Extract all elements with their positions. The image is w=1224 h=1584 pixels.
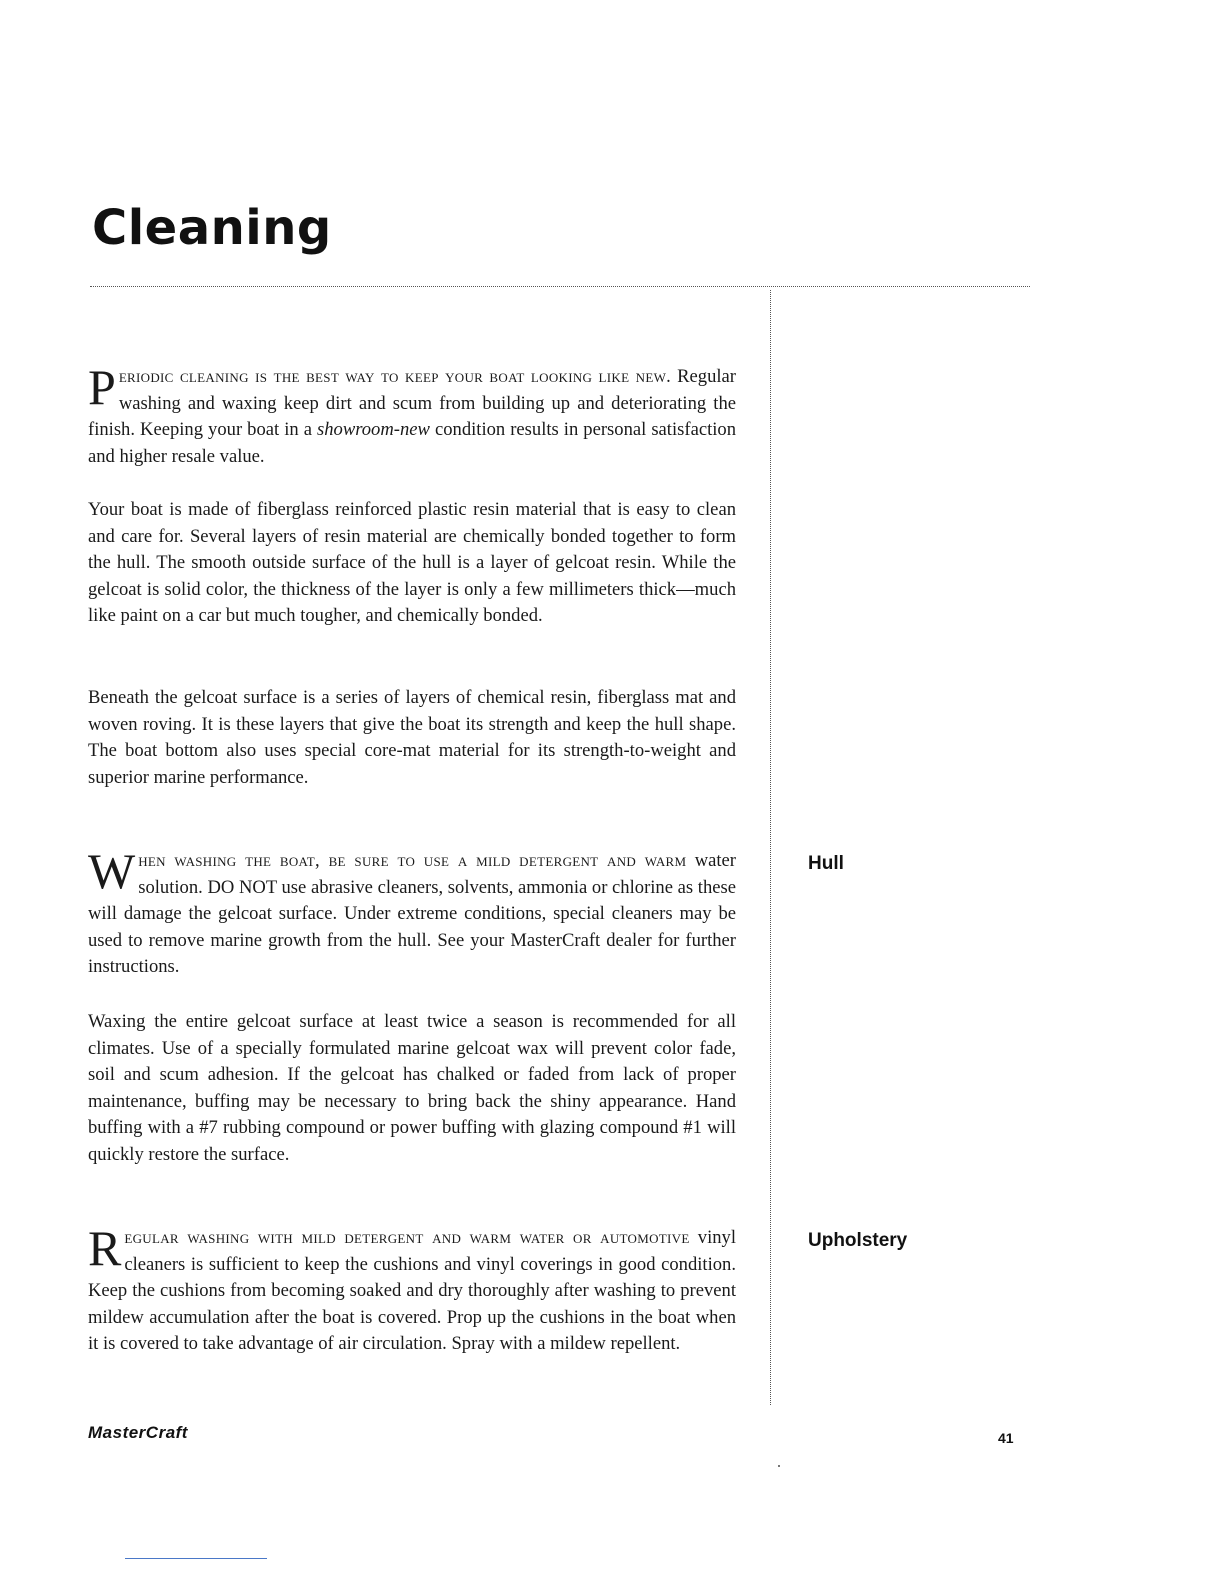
column-divider: [770, 290, 771, 1405]
intro-text-end: condition results in personal satisfaction and higher resale value.: [88, 419, 736, 467]
page-title: Cleaning: [92, 200, 332, 256]
dropcap: P: [88, 359, 116, 415]
scan-artifact-line: [125, 1558, 267, 1559]
footer-brand-logo: MasterCraft: [88, 1423, 188, 1442]
scan-speck: [778, 1465, 780, 1467]
fiberglass-paragraph: Your boat is made of fiberglass reinforced plastic resin material that is easy to clean and care for. Several layers of resin material are chemically bonded together to form the hull. The smooth outside surface of the hull is a layer of gelcoat resin. While the gelcoat is solid color, the thickness of the layer is only a few millimeters thick—much like paint on a car but much tougher, and chemically bonded.: [88, 499, 736, 626]
intro-paragraph: [88, 359, 736, 470]
dropcap: W: [88, 843, 136, 899]
page-number: 41: [998, 1430, 1014, 1446]
upholstery-heading: Upholstery: [808, 1230, 908, 1251]
upholstery-paragraph: [88, 1220, 737, 1358]
intro-text: Regular washing and waxing keep dirt and scum from building up and deteriorating the finish. Keeping your boat in a: [88, 366, 736, 440]
hull-paragraph: [88, 843, 736, 981]
emphasis-text: showroom-new: [316, 419, 430, 440]
hull-text: water solution. DO NOT use abrasive cleaners, solvents, ammonia or chlorine as these will damage the gelcoat surface. Under extreme conditions, special cleaners may be used to remove marine growth from the hull. See your MasterCraft dealer for further instructions.: [88, 850, 736, 977]
lead-in: hen washing the boat, be sure to use a mild detergent and warm: [138, 850, 687, 871]
lead-in: eriodic cleaning is the best way to keep your boat looking like new.: [118, 366, 672, 387]
waxing-paragraph: Waxing the entire gelcoat surface at least twice a season is recommended for all climates. Use of a specially formulated marine gelcoat wax will prevent color fade, soil and scum adhesion. If the gelcoat has chalked or faded from lack of proper maintenance, buffing may be necessary to bring back the shiny appearance. Hand buffing with a #7 rubbing compound or power buffing with glazing compound #1 will quickly restore the surface.: [88, 1011, 736, 1165]
dropcap: R: [88, 1220, 122, 1276]
title-divider: [90, 286, 1030, 287]
gelcoat-paragraph: Beneath the gelcoat surface is a series of layers of chemical resin, fiberglass mat and woven roving. It is these layers that give the boat its strength and keep the hull shape. The boat bottom also uses special core-mat material for its strength-to-weight and superior marine performance.: [88, 687, 736, 788]
lead-in: egular washing with mild detergent and warm water or automotive: [124, 1227, 690, 1248]
hull-heading: Hull: [808, 853, 844, 874]
upholstery-text: vinyl cleaners is sufficient to keep the cushions and vinyl coverings in good condition. Keep the cushions from becoming soaked and dry thoroughly after washing to prevent mildew accumulation after the boat is covered. Prop up the cushions in the boat when it is covered to take advantage of air circulation. Spray with a mildew repellent.: [88, 1227, 737, 1354]
